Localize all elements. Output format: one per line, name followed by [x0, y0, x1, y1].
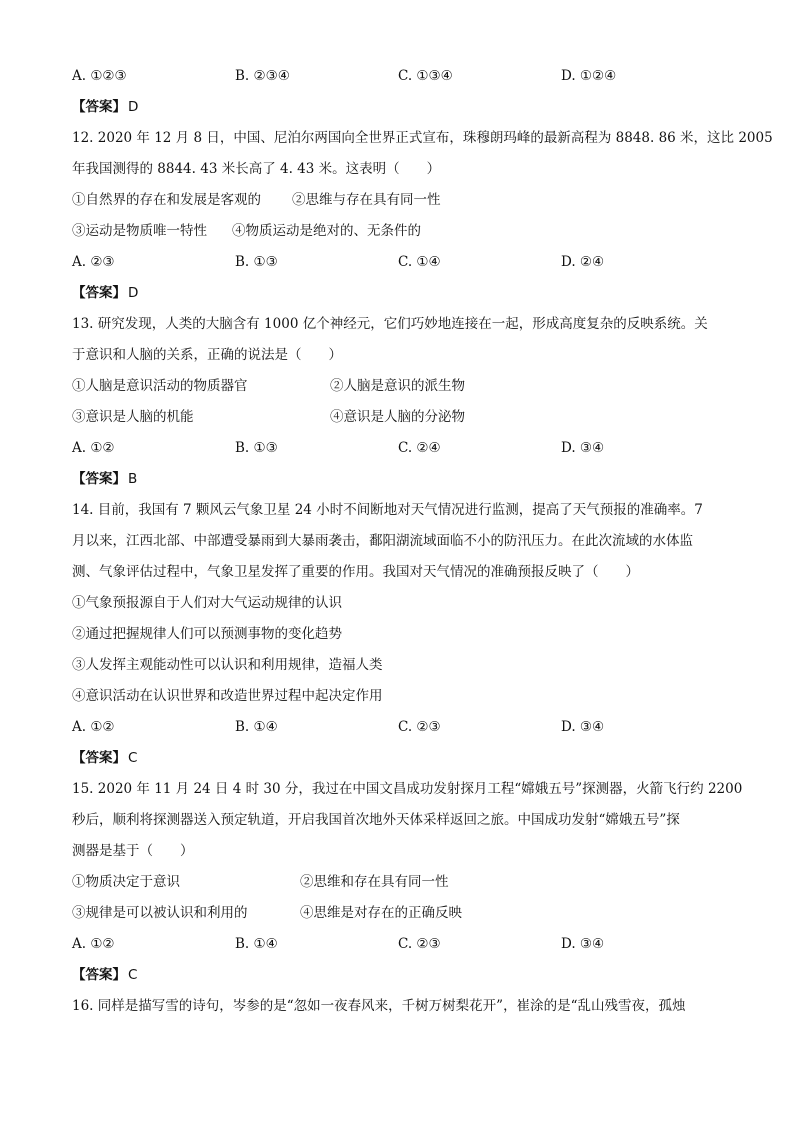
- answer-value: C: [128, 750, 138, 766]
- q13-option-b: B. ①③: [235, 440, 278, 456]
- answer-value: B: [128, 471, 138, 487]
- q14-options: [72, 717, 724, 737]
- q13-option-a: A. ①②: [72, 440, 115, 456]
- question-16: [72, 996, 724, 1016]
- answer-value: D: [128, 285, 139, 301]
- question-15: [72, 779, 743, 985]
- q14-answer: [72, 748, 724, 768]
- q12-option-d: D. ②④: [561, 254, 605, 270]
- q14-option-d: D. ③④: [561, 719, 605, 735]
- q12-answer: [72, 283, 724, 303]
- q13-item-1: ①人脑是意识活动的物质器官: [72, 378, 248, 394]
- answer-label: 【答案】: [72, 471, 126, 487]
- q12-option-c: C. ①④: [398, 254, 441, 270]
- q12-item-4: ④物质运动是绝对的、无条件的: [232, 223, 421, 239]
- q14-stem-line-1: 14. 目前，我国有 7 颗风云气象卫星 24 小时不间断地对天气情况进行监测，提高了天气预报的准确率。7: [72, 502, 703, 518]
- q14-option-a: A. ①②: [72, 719, 115, 735]
- q14-item-3: ③人发挥主观能动性可以认识和利用规律，造福人类: [72, 657, 383, 673]
- answer-value: D: [128, 99, 139, 115]
- q15-item-1: ①物质决定于意识: [72, 874, 180, 890]
- q12-item-3: ③运动是物质唯一特性: [72, 223, 207, 239]
- q13-item-3: ③意识是人脑的机能: [72, 409, 194, 425]
- q13-option-c: C. ②④: [398, 440, 441, 456]
- q15-stem-line-3: 测器是基于（ ）: [72, 843, 194, 859]
- q13-item-4: ④意识是人脑的分泌物: [330, 409, 465, 425]
- q11-answer: [72, 97, 724, 117]
- answer-label: 【答案】: [72, 285, 126, 301]
- answer-value: C: [128, 967, 138, 983]
- q13-answer: [72, 469, 724, 489]
- q15-item-3: ③规律是可以被认识和利用的: [72, 905, 248, 921]
- q11-options: [72, 66, 724, 86]
- answer-label: 【答案】: [72, 99, 126, 115]
- q11-option-a: A. ①②③: [72, 68, 127, 84]
- answer-label: 【答案】: [72, 967, 126, 983]
- q13-item-2: ②人脑是意识的派生物: [330, 378, 465, 394]
- q15-option-d: D. ③④: [561, 936, 605, 952]
- q11-option-b: B. ②③④: [235, 68, 290, 84]
- q15-option-c: C. ②③: [398, 936, 441, 952]
- q11-option-d: D. ①②④: [561, 68, 617, 84]
- q14-item-1: ①气象预报源自于人们对大气运动规律的认识: [72, 595, 342, 611]
- q13-option-d: D. ③④: [561, 440, 605, 456]
- q15-stem-line-1: 15. 2020 年 11 月 24 日 4 时 30 分，我过在中国文昌成功发射探月工程“嫦娥五号”探测器，火箭飞行约 2200: [72, 781, 743, 797]
- q14-option-c: C. ②③: [398, 719, 441, 735]
- q15-items-row-2: [72, 903, 724, 923]
- q15-options: [72, 934, 724, 954]
- question-13: [72, 314, 724, 489]
- q13-stem-line-1: 13. 研究发现，人类的大脑含有 1000 亿个神经元，它们巧妙地连接在一起，形成高度复杂的反映系统。关: [72, 316, 708, 332]
- q14-stem-line-2: 月以来，江西北部、中部遭受暴雨到大暴雨袭击，鄱阳湖流域面临不小的防汛压力。在此次流域的水体监: [72, 533, 693, 549]
- q12-option-b: B. ①③: [235, 254, 278, 270]
- question-14: [72, 500, 724, 768]
- q14-item-4: ④意识活动在认识世界和改造世界过程中起决定作用: [72, 688, 383, 704]
- q13-options: [72, 438, 724, 458]
- q15-answer: [72, 965, 724, 985]
- q12-items-row-1: [72, 190, 724, 210]
- q15-item-4: ④思维是对存在的正确反映: [300, 905, 462, 921]
- q16-stem-line-1: 16. 同样是描写雪的诗句，岑参的是“忽如一夜春风来，千树万树梨花开”，崔涂的是“乱山残雪夜，孤烛: [72, 998, 686, 1014]
- q11-option-c: C. ①③④: [398, 68, 453, 84]
- question-12: [72, 128, 773, 303]
- q13-items-row-1: [72, 376, 724, 396]
- q15-option-b: B. ①④: [235, 936, 278, 952]
- q13-items-row-2: [72, 407, 724, 427]
- q15-items-row-1: [72, 872, 724, 892]
- q15-stem-line-2: 秒后，顺利将探测器送入预定轨道，开启我国首次地外天体采样返回之旅。中国成功发射“嫦娥五号”探: [72, 812, 680, 828]
- q14-option-b: B. ①④: [235, 719, 278, 735]
- q12-options: [72, 252, 724, 272]
- answer-label: 【答案】: [72, 750, 126, 766]
- document-page: [72, 66, 773, 1016]
- q12-items-row-2: [72, 221, 724, 241]
- q15-item-2: ②思维和存在具有同一性: [300, 874, 449, 890]
- q12-option-a: A. ②③: [72, 254, 115, 270]
- q12-stem-line-1: 12. 2020 年 12 月 8 日，中国、尼泊尔两国向全世界正式宣布，珠穆朗玛峰的最新高程为 8848. 86 米，这比 2005: [72, 130, 773, 146]
- q12-item-2: ②思维与存在具有同一性: [292, 192, 441, 208]
- q13-stem-line-2: 于意识和人脑的关系，正确的说法是（ ）: [72, 347, 342, 363]
- q12-stem-line-2: 年我国测得的 8844. 43 米长高了 4. 43 米。这表明（ ）: [72, 161, 441, 177]
- q12-item-1: ①自然界的存在和发展是客观的: [72, 192, 261, 208]
- q14-stem-line-3: 测、气象评估过程中，气象卫星发挥了重要的作用。我国对天气情况的准确预报反映了（ ）: [72, 564, 639, 580]
- q14-item-2: ②通过把握规律人们可以预测事物的变化趋势: [72, 626, 342, 642]
- q15-option-a: A. ①②: [72, 936, 115, 952]
